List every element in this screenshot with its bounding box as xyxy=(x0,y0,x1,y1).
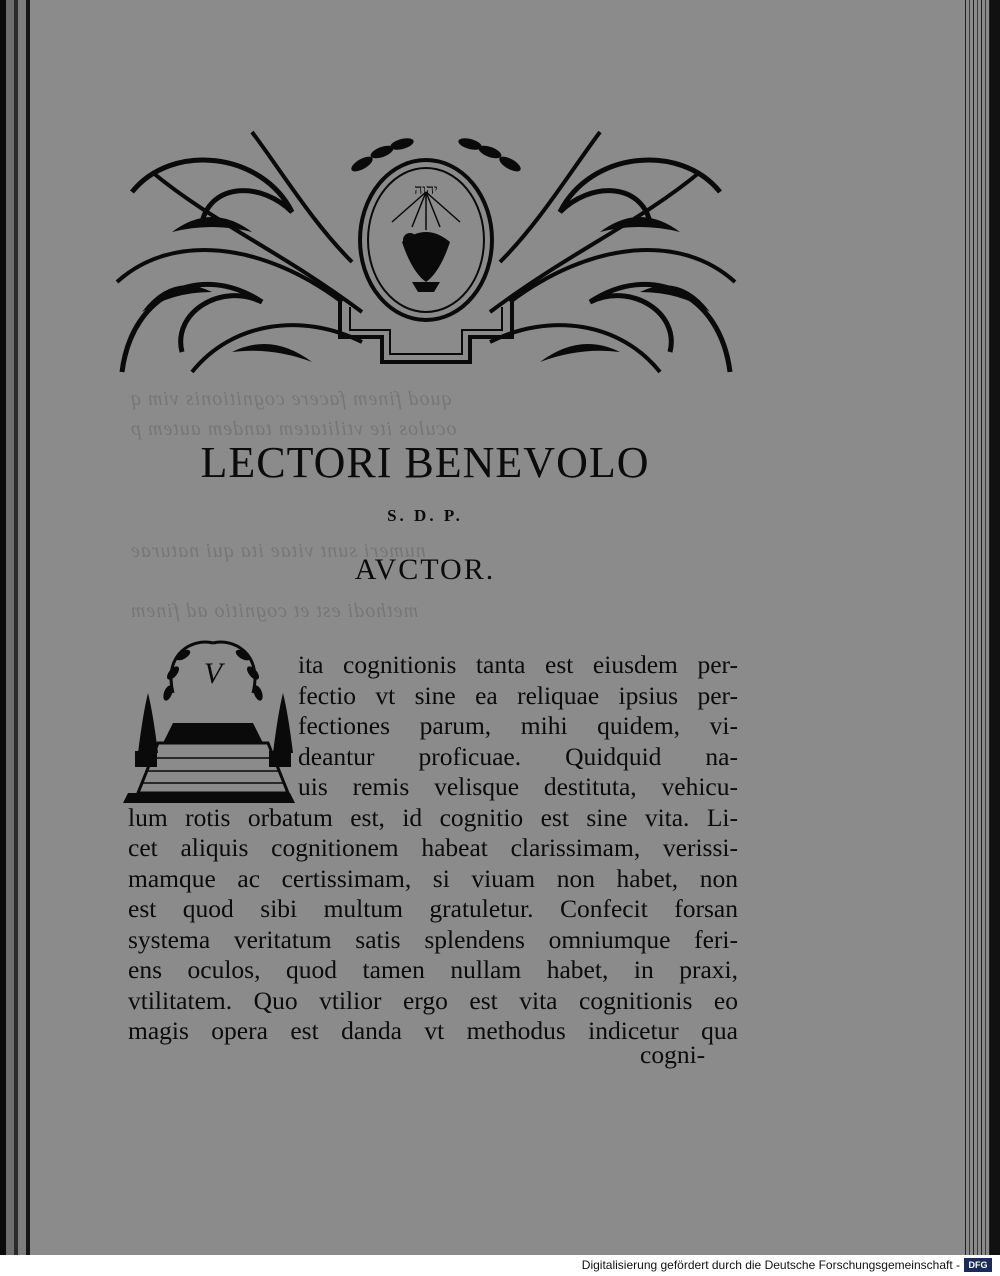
salutation: S. D. P. xyxy=(387,506,463,525)
bleed-through-text: numeri sunt vitae ita qui naturae xyxy=(130,540,426,562)
footer-bar xyxy=(0,1255,1000,1276)
book-gutter xyxy=(0,0,40,1255)
text-line: cet aliquis cognitionem habeat clarissimam, verissi- xyxy=(128,833,738,862)
page-title: LECTORI BENEVOLO xyxy=(200,438,650,487)
svg-text:יהוה: יהוה xyxy=(414,182,438,198)
text-line: magis opera est danda vt methodus indicetur qua xyxy=(128,1016,738,1045)
text-line: fectio vt sine ea reliquae ipsius per- xyxy=(298,680,738,710)
text-line: ens oculos, quod tamen nullam habet, in praxi, xyxy=(128,955,738,984)
text-line: deantur proficuae. Quidquid na- xyxy=(298,741,738,771)
initial-letter: V xyxy=(203,657,223,690)
dfg-logo: DFG xyxy=(964,1258,992,1272)
text-line: vtilitatem. Quo vtilior ergo est vita cognitionis eo xyxy=(128,985,738,1015)
book-cover-edge xyxy=(990,0,1000,1255)
body-text xyxy=(128,650,738,1047)
text-line: uis remis velisque destituta, vehicu- xyxy=(298,772,738,801)
text-line: lum rotis orbatum est, id cognitio est sine vita. Li- xyxy=(128,802,738,832)
head-ornament xyxy=(112,112,740,382)
bleed-through-text: methodi est et cognitio ad finem xyxy=(130,600,419,622)
catchword: cogni- xyxy=(640,1040,706,1069)
author-heading: AVCTOR. xyxy=(354,553,496,586)
text-line: mamque ac certissimam, si viuam non habet, non xyxy=(128,863,738,893)
text-line: ita cognitionis tanta est eiusdem per- xyxy=(298,650,738,679)
funding-credit: Digitalisierung gefördert durch die Deutsche Forschungsgemeinschaft - xyxy=(581,1258,960,1272)
text-line: systema veritatum satis splendens omniumque feri- xyxy=(128,924,738,954)
text-line: fectiones parum, mihi quidem, vi- xyxy=(298,711,738,740)
bleed-through-text: oculos ite vtilitatem tandem autem p xyxy=(130,418,457,440)
text-line: est quod sibi multum gratuletur. Confecit forsan xyxy=(128,894,738,923)
bleed-through-text: quod finem facere cognitionis vim q xyxy=(130,388,452,410)
